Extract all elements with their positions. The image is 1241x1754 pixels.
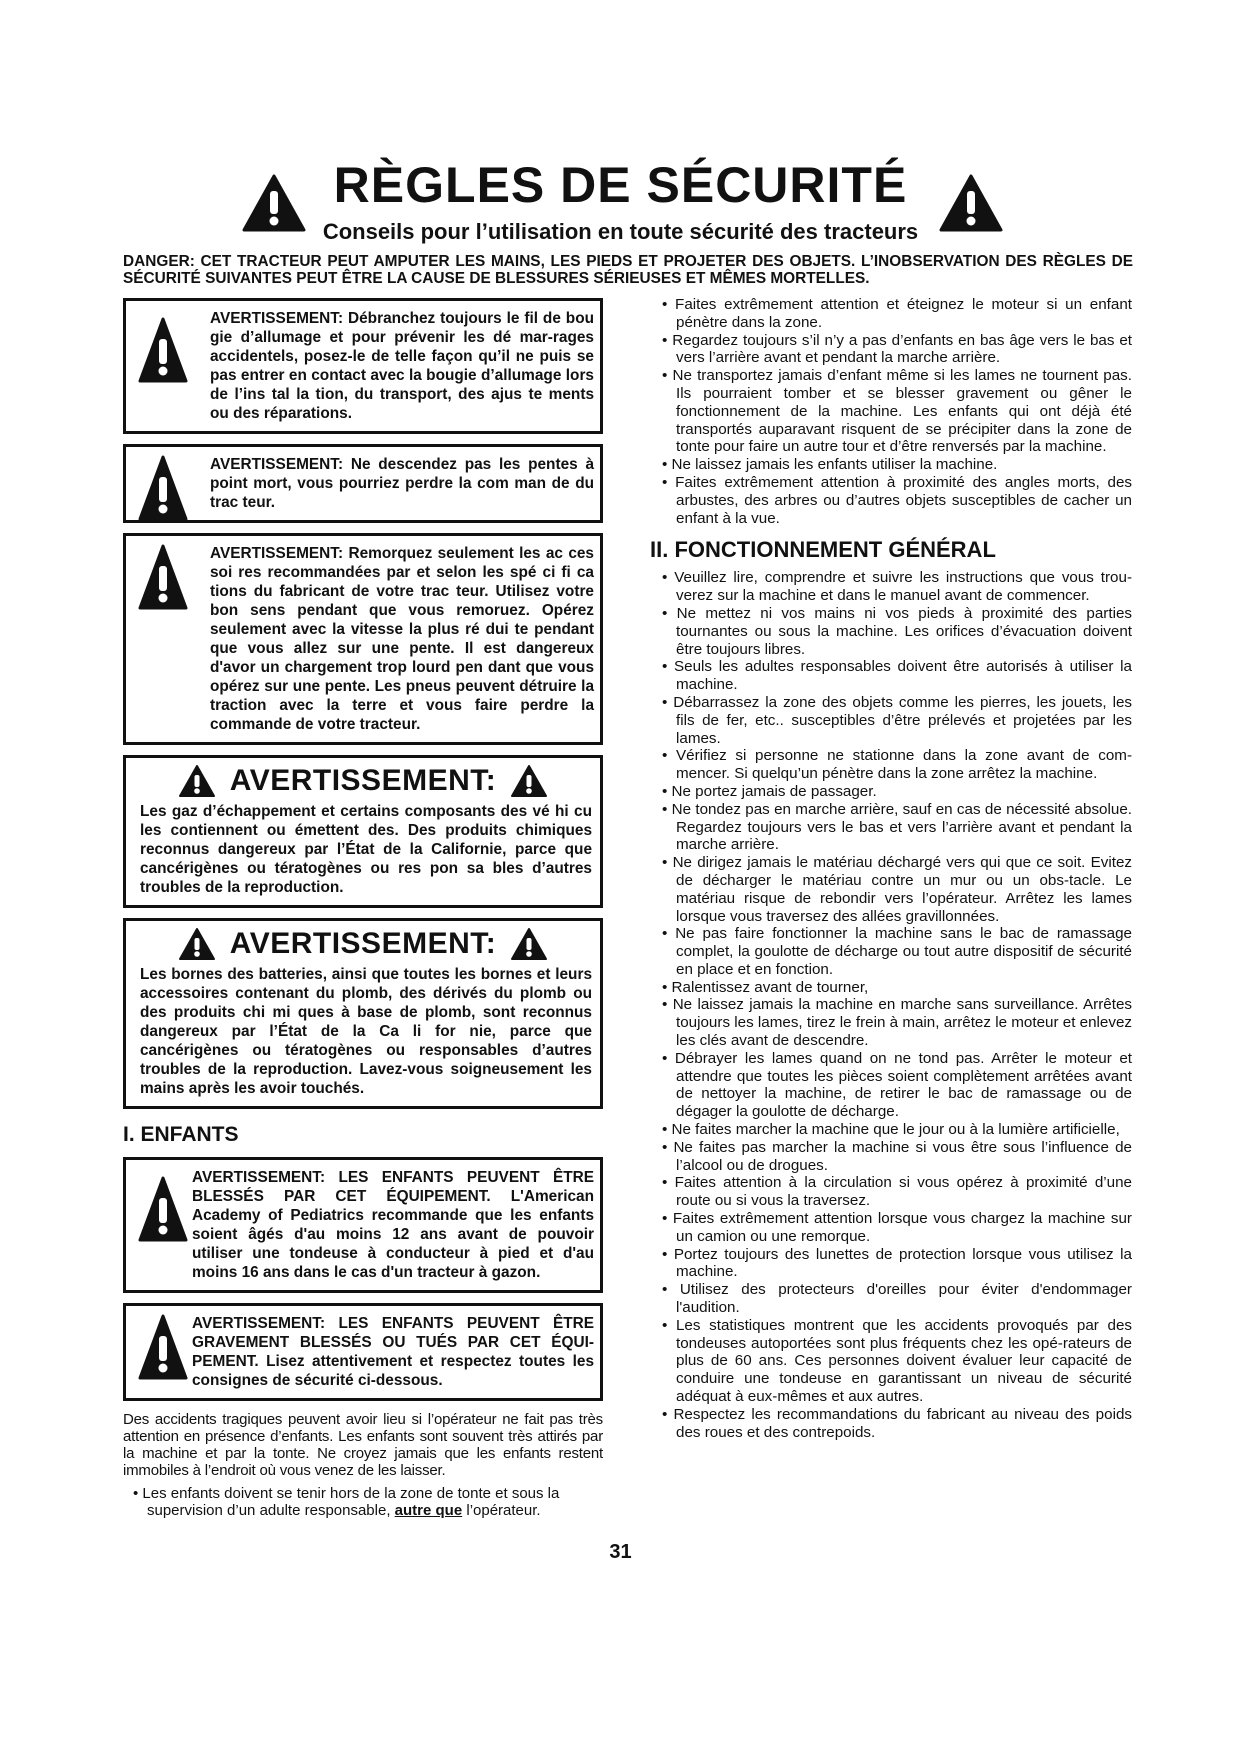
avertissement-header	[126, 921, 600, 961]
avertissement-body: Les bornes des batteries, ainsi que toutes les bornes et leurs accessoires contenant du plomb, des dérivés du plomb ou des produits chi mi ques à base de plomb, sont reconnus dangereux par l’État de la Ca li for nie, parce que cancérigènes ou tératogènes ou responsables d’autres troubles de la reproduction. Lavez-vous soigneusement les mains après les avoir touchés.	[140, 966, 592, 1097]
list-item: • Débarrassez la zone des objets comme les pierres, les jouets, les fils de fer, etc.. susceptibles d’être prélevés et projetées par les lames.	[662, 693, 1132, 747]
bullet-text: Ne laissez jamais les enfants utiliser la machine.	[671, 456, 998, 474]
warning-triangle-icon	[510, 927, 548, 961]
warning-triangle-icon	[138, 1176, 188, 1242]
bullet-text: Ne tondez pas en marche arrière, sauf en cas de nécessité absolue. Regardez toujours vers le bas et vers l’arrière avant et pendant la marche arrière.	[671, 800, 1132, 854]
warning-triangle-icon	[138, 1314, 188, 1380]
bullet-text: Ne faites marcher la machine que le jour ou à la lumière artificielle,	[671, 1121, 1120, 1139]
list-item: • Ralentissez avant de tourner,	[662, 978, 869, 996]
children-paragraph: Des accidents tragiques peuvent avoir lieu si l’opérateur ne fait pas très attention en présence d’enfants. Les enfants sont souvent très attirés par la machine et par la tonte. Ne croyez jamais que les enfants restent immobiles à l’endroit où vous venez de les laisser.	[123, 1411, 603, 1479]
bullet-text: Respectez les recommandations du fabricant au niveau des poids des roues et des contrepoids.	[673, 1405, 1132, 1441]
warning-triangle-icon	[138, 544, 188, 610]
bullet-text: Veuillez lire, comprendre et suivre les instructions que vous trou-verez sur la machine et dans le manuel avant de commencer.	[674, 569, 1132, 605]
avertissement-header	[126, 758, 600, 798]
list-item: • Utilisez des protecteurs d'oreilles pour éviter d'endommager l'audition.	[662, 1281, 1132, 1317]
bullet-text: Ne transportez jamais d’enfant même si les lames ne tournent pas. Ils pourraient tomber et se blesser gravement ou gêner le fonctionnement de la machine. Les enfants qui ont déjà été transportés auparavant risquent de se précipiter dans la zone de tonte pour faire un autre tour et d’être renversés par la machine.	[672, 367, 1132, 456]
warning-box	[123, 444, 603, 523]
bullet-text: Les enfants doivent se tenir hors de la zone de tonte et sous la supervision d’un adulte responsable,	[142, 1485, 560, 1519]
bullet-text: Vérifiez si personne ne stationne dans la zone avant de com-mencer. Si quelqu’un pénètre dans la zone arrêtez la machine.	[676, 747, 1132, 783]
page-number: 31	[609, 1541, 632, 1563]
list-item: • Vérifiez si personne ne stationne dans la zone avant de com-mencer. Si quelqu’un pénètre dans la zone arrêtez la machine.	[662, 747, 1132, 783]
list-item: • Ne dirigez jamais le matériau déchargé vers qui que ce soit. Evitez de décharger le matériau contre un mur ou un obs-tacle. Le matériau risque de rebondir vers l’opérateur. Arrêtez les lames lorsque vous traversez des allées gravillonnées.	[662, 854, 1132, 925]
list-item: • Ne laissez jamais la machine en marche sans surveillance. Arrêtes toujours les lames, tirez le frein à main, arrêtez le moteur et enlevez les clés avant de descendre.	[662, 996, 1132, 1050]
warning-triangle-icon	[178, 764, 216, 798]
list-item: • Portez toujours des lunettes de protection lorsque vous utilisez la machine.	[662, 1245, 1132, 1281]
bullet-text: l’opérateur.	[466, 1502, 541, 1519]
bullet-text: Débarrassez la zone des objets comme les pierres, les jouets, les fils de fer, etc.. susceptibles d’être prélevés et projetées par les lames.	[673, 693, 1132, 747]
list-item: • Ne pas faire fonctionner la machine sans le bac de ramassage complet, la goulotte de décharge ou tout autre dispositif de sécurité en place et en fonction.	[662, 925, 1132, 978]
list-item: • Faites extrêmement attention et éteignez le moteur si un enfant pénètre dans la zone.	[662, 296, 1132, 331]
avertissement-body: Les gaz d’échappement et certains composants des vé hi cu les contiennent ou émettent des. Des produits chimiques reconnus dangereux par l’État de la Californie, parce que cancérigènes ou tératogènes ou res pon sa bles d’autres troubles de la reproduction.	[140, 803, 592, 896]
bullet-text: Ne mettez ni vos mains ni vos pieds à proximité des parties tournantes ou sous la machine. Les orifices d’évacuation doivent être toujours libres.	[676, 604, 1132, 658]
page-title: RÈGLES DE SÉCURITÉ	[333, 157, 908, 213]
bullet-text: Faites extrêmement attention et éteignez le moteur si un enfant pénètre dans la zone.	[675, 296, 1132, 331]
bullet-list-children	[650, 296, 1132, 527]
list-item: • Débrayer les lames quand on ne tond pas. Arrêter le moteur et attendre que toutes les pièces soient complètement arrêtées avant de nettoyer la machine, de retirer le bac de ramassage ou de dégager la goulotte de décharge.	[662, 1049, 1132, 1121]
list-item: • Seuls les adultes responsables doivent être autorisés à utiliser la machine.	[662, 658, 1132, 694]
list-item: • Ne portez jamais de passager.	[662, 782, 877, 800]
avertissement-box	[123, 755, 603, 908]
warning-text: AVERTISSEMENT: Remorquez seulement les ac ces soi res recommandées par et selon les spé ci fi ca tions du fabricant de votre trac teur. Utilisez votre bon sens pendant que vous remoruez. Opérez seulement avec la vitesse la plus ré dui te pendant que vous allez sur une pente. Il est dangereux d'avor un chargement trop lourd pen dant que vous opérez sur une pente. Les pneus peuvent détruire la traction avec la terre et vous faire perdre la commande de votre tracteur.	[210, 545, 594, 733]
warning-text: AVERTISSEMENT: LES ENFANTS PEUVENT ÊTRE GRAVEMENT BLESSÉS OU TUÉS PAR CET ÉQUI-PEMENT. Lisez attentivement et respectez toutes les consignes de sécurité ci-dessous.	[192, 1315, 594, 1389]
list-item: • Les statistiques montrent que les accidents provoqués par des tondeuses autoportées sont plus fréquents chez les opé-rateurs de plus de 60 ans. Ces personnes doivent évaluer leur capacité de conduire une tondeuse en garantissant un niveau de sécurité adéquat à eux-mêmes et aux autres.	[662, 1316, 1132, 1406]
bullet-text: Ralentissez avant de tourner,	[671, 978, 869, 996]
warning-box	[123, 298, 603, 434]
bullet-text: Seuls les adultes responsables doivent être autorisés à utiliser la machine.	[674, 658, 1132, 694]
danger-notice: DANGER: CET TRACTEUR PEUT AMPUTER LES MAINS, LES PIEDS ET PROJETER DES OBJETS. L’INOBSERVATION DES RÈGLES DE SÉCURITÉ SUIVANTES PEUT ÊTRE LA CAUSE DE BLESSURES SÉRIEUSES ET MÊMES MORTELLES.	[123, 253, 1133, 287]
child-warning-box	[123, 1303, 603, 1401]
bullet-text: Faites extrêmement attention lorsque vous chargez la machine sur un camion ou une remorque.	[672, 1210, 1132, 1245]
warning-text: AVERTISSEMENT: Débranchez toujours le fil de bou gie d’allumage et pour prévenir les dé mar-rages accidentels, posez-le de telle façon qu’il ne puis se pas entrer en contact avec la bougie d’allumage lors de l’ins tal la tion, du transport, des ajus te ments ou des réparations.	[210, 310, 594, 422]
warning-box	[123, 533, 603, 745]
warning-triangle-icon	[138, 455, 188, 521]
list-item: • Regardez toujours s’il n’y a pas d’enfants en bas âge vers le bas et vers l’arrière avant et pendant la marche arrière.	[662, 331, 1132, 367]
list-item: • Les enfants doivent se tenir hors de la zone de tonte et sous la supervision d’un adulte responsable, autre que l’opérateur.	[133, 1485, 560, 1519]
left-column	[123, 298, 603, 1519]
list-item: • Faites extrêmement attention lorsque vous chargez la machine sur un camion ou une remorque.	[662, 1210, 1132, 1245]
section-heading-fonctionnement: II. FONCTIONNEMENT GÉNÉRAL	[650, 537, 996, 563]
avertissement-box	[123, 918, 603, 1109]
bullet-text: Les statistiques montrent que les accidents provoqués par des tondeuses autoportées sont plus fréquents chez les opé-rateurs de plus de 60 ans. Ces personnes doivent évaluer leur capacité de conduire une tondeuse en garantissant un niveau de sécurité adéquat à eux-mêmes et aux autres.	[675, 1316, 1132, 1406]
list-item: • Ne tondez pas en marche arrière, sauf en cas de nécessité absolue. Regardez toujours vers le bas et vers l’arrière avant et pendant la marche arrière.	[662, 800, 1132, 854]
section-heading-enfants: I. ENFANTS	[123, 1123, 239, 1146]
warning-text: AVERTISSEMENT: Ne descendez pas les pentes à point mort, vous pourriez perdre la com man de du trac teur.	[210, 456, 594, 511]
right-column	[650, 296, 1132, 1441]
warning-triangle-icon	[138, 317, 188, 383]
bullet-list-general	[650, 569, 1132, 1441]
bullet-text: Ne pas faire fonctionner la machine sans le bac de ramassage complet, la goulotte de décharge ou tout autre dispositif de sécurité en place et en fonction.	[675, 925, 1132, 978]
bullet-text: Utilisez des protecteurs d'oreilles pour éviter d'endommager l'audition.	[676, 1281, 1132, 1317]
bullet-text: Ne portez jamais de passager.	[671, 782, 877, 800]
list-item: • Ne laissez jamais les enfants utiliser la machine.	[662, 456, 998, 474]
warning-triangle-icon	[510, 764, 548, 798]
bullet-text: Débrayer les lames quand on ne tond pas. Arrêter le moteur et attendre que toutes les pièces soient complètement arrêtées avant de nettoyer la machine, de retirer le bac de ramassage ou de dégager la goulotte de décharge.	[674, 1049, 1132, 1121]
list-item: • Respectez les recommandations du fabricant au niveau des poids des roues et des contrepoids.	[662, 1405, 1132, 1441]
list-item: • Ne faites pas marcher la machine si vous être sous l’influence de l’alcool ou de drogues.	[662, 1138, 1132, 1174]
list-item: • Faites attention à la circulation si vous opérez à proximité d’une route ou si vous la traversez.	[662, 1174, 1132, 1210]
bullet-text: Faites extrêmement attention à proximité des angles morts, des arbustes, des arbres ou d’autres objets susceptibles de cacher un enfant à la vue.	[675, 473, 1132, 527]
list-item: • Ne faites marcher la machine que le jour ou à la lumière artificielle,	[662, 1121, 1120, 1139]
warning-triangle-icon	[178, 927, 216, 961]
warning-text: AVERTISSEMENT: LES ENFANTS PEUVENT ÊTRE BLESSÉS PAR CET ÉQUIPEMENT. L'American Academy of Pediatrics recommande que les enfants soient âgés d'au moins 12 ans avant de pouvoir utiliser une tondeuse à conducteur à pied et d'au moins 16 ans dans le cas d'un tracteur à gazon.	[192, 1169, 594, 1281]
bullet-text: Ne faites pas marcher la machine si vous être sous l’influence de l’alcool ou de drogues.	[673, 1138, 1132, 1174]
child-warning-box	[123, 1157, 603, 1293]
underlined-text: autre que	[394, 1502, 463, 1519]
page-subtitle: Conseils pour l’utilisation en toute sécurité des tracteurs	[322, 219, 919, 244]
list-item: • Veuillez lire, comprendre et suivre les instructions que vous trou-verez sur la machine et dans le manuel avant de commencer.	[662, 569, 1132, 605]
bullet-text: Ne laissez jamais la machine en marche sans surveillance. Arrêtes toujours les lames, tirez le frein à main, arrêtez le moteur et enlevez les clés avant de descendre.	[672, 996, 1132, 1050]
list-item: • Faites extrêmement attention à proximité des angles morts, des arbustes, des arbres ou d’autres objets susceptibles de cacher un enfant à la vue.	[662, 473, 1132, 527]
avertissement-label: AVERTISSEMENT:	[229, 927, 497, 960]
list-item: • Ne mettez ni vos mains ni vos pieds à proximité des parties tournantes ou sous la machine. Les orifices d’évacuation doivent être toujours libres.	[662, 604, 1132, 658]
avertissement-label: AVERTISSEMENT:	[229, 764, 497, 797]
bullet-text: Portez toujours des lunettes de protection lorsque vous utilisez la machine.	[673, 1245, 1132, 1281]
bullet-text: Regardez toujours s’il n’y a pas d’enfants en bas âge vers le bas et vers l’arrière avant et pendant la marche arrière.	[672, 331, 1132, 367]
bullet-text: Faites attention à la circulation si vous opérez à proximité d’une route ou si vous la traversez.	[674, 1174, 1132, 1210]
bullet-text: Ne dirigez jamais le matériau déchargé vers qui que ce soit. Evitez de décharger le matériau contre un mur ou un obs-tacle. Le matériau risque de rebondir vers l’opérateur. Arrêtez les lames lorsque vous traversez des allées gravillonnées.	[672, 854, 1132, 925]
list-item: • Ne transportez jamais d’enfant même si les lames ne tournent pas. Ils pourraient tomber et se blesser gravement ou gêner le fonctionnement de la machine. Les enfants qui ont déjà été transportés auparavant risquent de se précipiter dans la zone de tonte pour faire un autre tour et d’être renversés par la machine.	[662, 367, 1132, 456]
